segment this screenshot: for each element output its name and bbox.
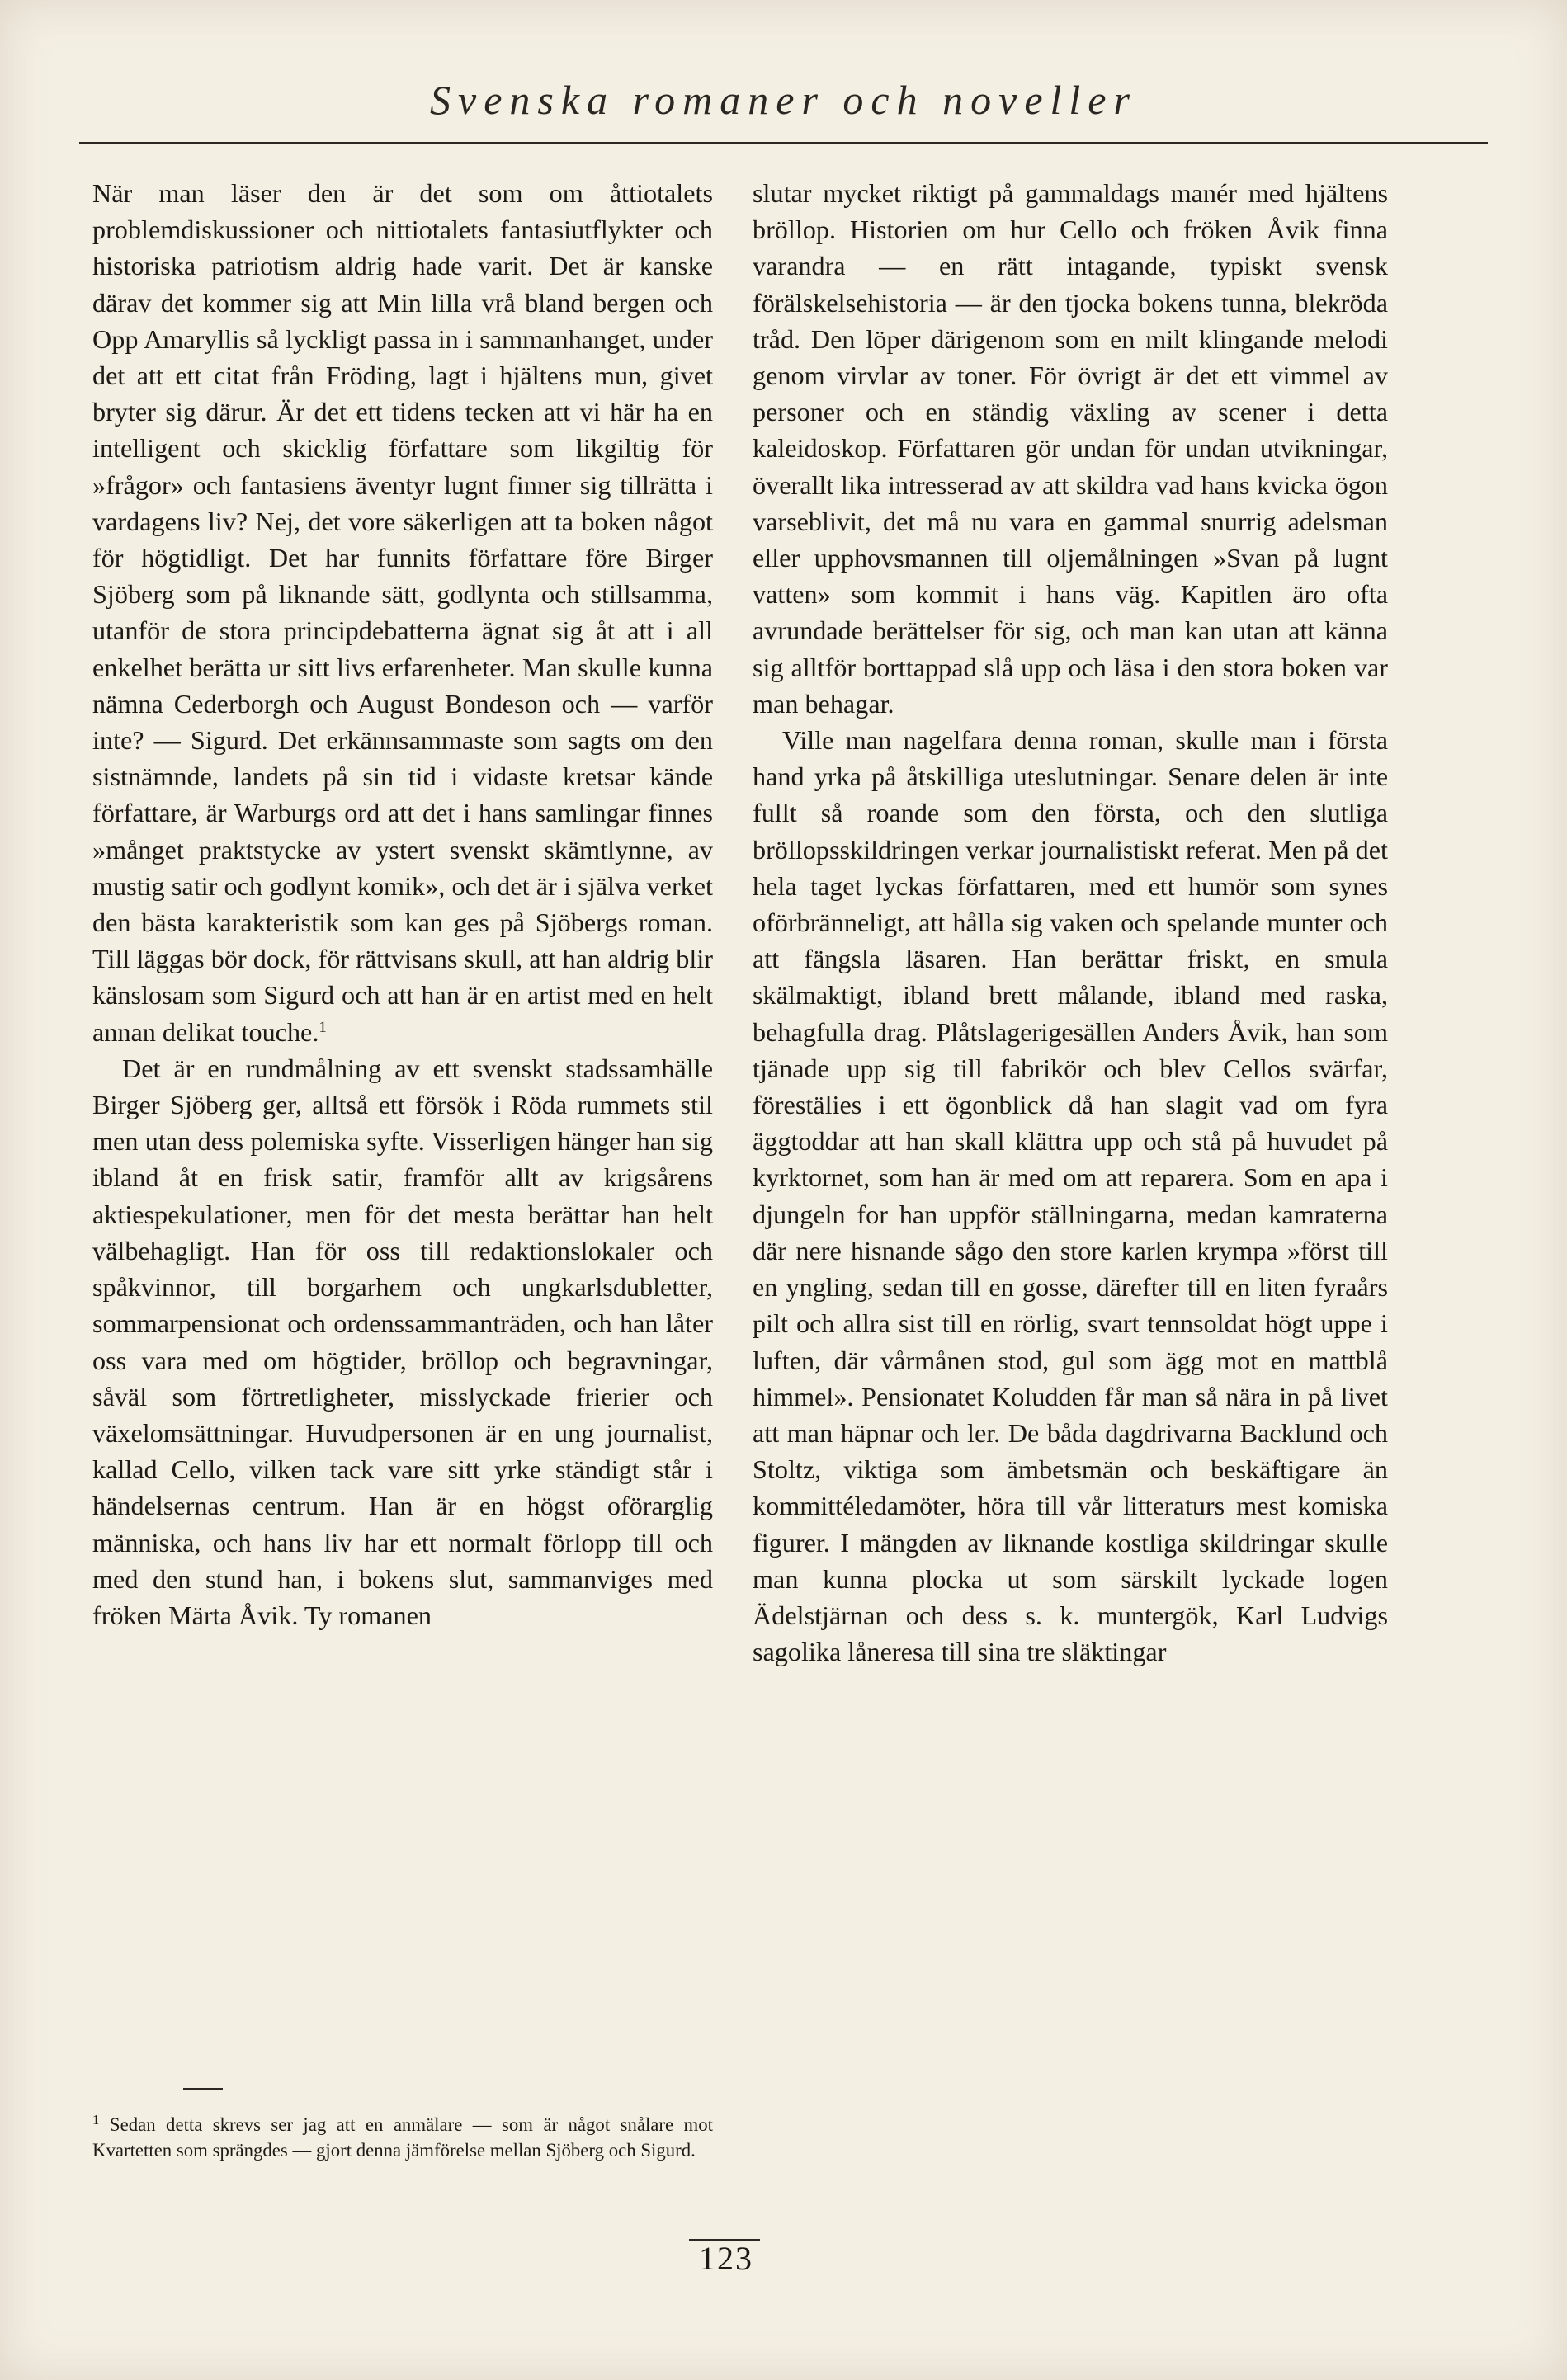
footnote-reference[interactable]: 1 bbox=[319, 1018, 327, 1036]
left-column bbox=[92, 175, 713, 1633]
running-head: Svenska romaner och noveller bbox=[430, 77, 1137, 123]
footnote-rule bbox=[183, 2088, 223, 2090]
page-number: 123 bbox=[699, 2240, 753, 2277]
header-rule bbox=[79, 142, 1488, 144]
right-column bbox=[753, 175, 1388, 1670]
paragraph: Ville man nagelfara denna roman, skulle man i första hand yrka på åtskilliga uteslutningar. Senare delen är inte fullt så roande som den första, och den slutliga bröllopsskildringen verkar journalistiskt referat. Men på det hela taget lyckas författaren, med ett humör som synes oförbränneligt, att hålla sig vaken och spelande munter och att fängsla läsaren. Han berättar friskt, en smula skälmaktigt, ibland brett målande, ibland med raska, behagfulla drag. Plåtslagerigesällen Anders Åvik, han som tjänade upp sig till fabrikör och blev Cellos svärfar, förestälies i ett ögonblick då han slagit vad om fyra äggtoddar att han skall klättra upp och stå på huvudet på kyrktornet, som han är med om att reparera. Som en apa i djungeln for han uppför ställningarna, medan kamraterna där nere hisnande sågo den store karlen krympa »först till en yngling, sedan till en gosse, därefter till en liten fyraårs pilt och allra sist till en rörlig, svart tennsoldat högt uppe i luften, där vårmånen stod, gul som ägg mot en mattblå himmel». Pensionatet Koludden får man så nära in på livet att man häpnar och ler. De båda dagdrivarna Backlund och Stoltz, viktiga som ämbetsmän och beskäftigare än kommittéledamöter, höra till vår litteraturs mest komiska figurer. I mängden av liknande kostliga skildringar skulle man kunna plocka ut som särskilt lyckade logen Ädelstjärnan och dess s. k. muntergök, Karl Ludvigs sagolika låneresa till sina tre släktingar bbox=[753, 725, 1388, 1667]
paragraph: slutar mycket riktigt på gammaldags manér med hjältens bröllop. Historien om hur Cello och fröken Åvik finna varandra — en rätt intagande, typiskt svensk förälskelsehistoria — är den tjocka bokens tunna, blekröda tråd. Den löper därigenom som en milt klingande melodi genom virvlar av toner. För övrigt är det ett vimmel av personer och en ständig växling av scener i detta kaleidoskop. Författaren gör undan för undan utvikningar, överallt lika intresserad av att skildra vad hans kvicka ögon varseblivit, det må nu vara en gammal snurrig adelsman eller upphovsmannen till oljemålningen »Svan på lugnt vatten» som kommit i hans väg. Kapitlen äro ofta avrundade berättelser för sig, och man kan utan att känna sig alltför borttappad slå upp och läsa i den stora boken var man behagar. bbox=[753, 178, 1388, 719]
footnote-marker: 1 bbox=[92, 2112, 100, 2128]
footnote-text: Sedan detta skrevs ser jag att en anmälare — som är något snålare mot Kvartetten som sprängdes — gjort denna jämförelse mellan Sjöberg och Sigurd. bbox=[92, 2114, 713, 2161]
footnote bbox=[92, 2112, 713, 2163]
paragraph-text: När man läser den är det som om åttiotalets problemdiskussioner och nittiotalets fantasiutflykter och historiska patriotism aldrig hade varit. Det är kanske därav det kommer sig att Min lilla vrå bland bergen och Opp Amaryllis så lyckligt passa in i sammanhanget, under det att ett citat från Fröding, lagt i hjältens mun, givet bryter sig därur. Är det ett tidens tecken att vi här ha en intelligent och skicklig författare som likgiltig för »frågor» och fantasiens äventyr lugnt finner sig tillrätta i vardagens liv? Nej, det vore säkerligen att ta boken något för högtidligt. Det har funnits författare före Birger Sjöberg som på liknande sätt, godlynta och stillsamma, utanför de stora principdebatterna ägnat sig åt att i all enkelhet berätta ur sitt livs erfarenheter. Man skulle kunna nämna Cederborgh och August Bondeson och — varför inte? — Sigurd. Det erkännsammaste som sagts om den sistnämnde, landets på sin tid i vidaste kretsar kände författare, är Warburgs ord att det i hans samlingar finnes »månget praktstycke av ystert svenskt skämtlynne, av mustig satir och godlynt komik», och det är i själva verket den bästa karakteristik som kan ges på Sjöbergs roman. Till läggas bör dock, för rättvisans skull, att han aldrig blir känslosam som Sigurd och att han är en artist med en helt annan delikat touche. bbox=[92, 178, 713, 1047]
paragraph: Det är en rundmålning av ett svenskt stadssamhälle Birger Sjöberg ger, alltså ett försök i Röda rummets stil men utan dess polemiska syfte. Visserligen hänger han sig ibland åt en frisk satir, framför allt av krigsårens aktiespekulationer, men för det mesta berättar han helt välbehagligt. Han för oss till redaktionslokaler och spåkvinnor, till borgarhem och ungkarlsdubletter, sommarpensionat och ordenssammanträden, och han låter oss vara med om högtider, bröllop och begravningar, såväl som förtretligheter, misslyckade frierier och växelomsättningar. Huvudpersonen är en ung journalist, kallad Cello, vilken tack vare sitt yrke ständigt står i händelsernas centrum. Han är en högst oförarglig människa, och hans liv har ett normalt förlopp till och med den stund han, i bokens slut, sammanviges med fröken Märta Åvik. Ty romanen bbox=[92, 1053, 713, 1630]
paragraph bbox=[92, 175, 713, 1050]
